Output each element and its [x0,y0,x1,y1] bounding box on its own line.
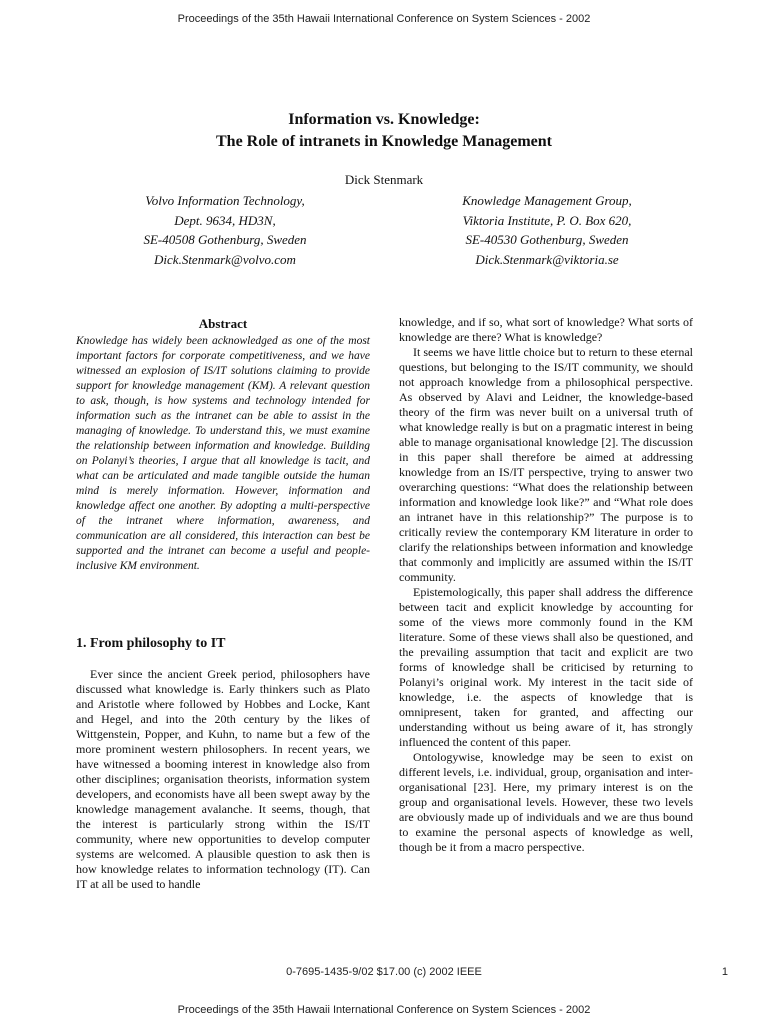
affiliation-left-email: Dick.Stenmark@volvo.com [154,251,296,267]
abstract-text: Knowledge has widely been acknowledged as one of the most important factors for corporate competitiveness, and we have witnessed an explosion of IS/IT solutions claiming to provide support for knowledge management (KM). A relevant question to ask, though, is how systems and technology intended for information such as the intranet can be able to assist in the managing of knowledge. To understand this, we must examine the relationship between information and knowledge. Building on Polanyi’s theories, I argue that all knowledge is tacit, and what can be articulated and made tangible outside the human mind is merely information. However, information and knowledge affect one another. By adopting a multi-perspective of the intranet where information, awareness, and communication are all considered, this interaction can best be supported and the intranet can become a useful and people-inclusive KM environment. [76,335,370,572]
copyright-footer: 0-7695-1435-9/02 $17.00 (c) 2002 IEEE [286,966,482,978]
paper-title-line-1: Information vs. Knowledge: [288,111,480,128]
affiliation-right-email: Dick.Stenmark@viktoria.se [475,251,619,267]
affiliation-left [120,191,330,269]
body-paragraph: Ontologywise, knowledge may be seen to exist on different levels, i.e. individual, group, organisation and inter-organisational [23]. Here, my primary interest is on the group and organisational levels. However, these two levels are obviously made up of individuals and we are thus bound to examine the personal aspects of knowledge as well, though be it from a macro perspective. [399,750,693,854]
left-column-body [76,667,370,892]
abstract-heading: Abstract [198,316,248,331]
affiliation-left-line: Dept. 9634, HD3N, [174,212,276,228]
running-footer: Proceedings of the 35th Hawaii International Conference on System Sciences - 2002 [177,1004,591,1016]
author-name: Dick Stenmark [344,172,424,187]
body-paragraph-continued: knowledge, and if so, what sort of knowledge? What sorts of knowledge are there? What is knowledge? [399,315,693,344]
running-header: Proceedings of the 35th Hawaii International Conference on System Sciences - 2002 [177,13,591,25]
body-paragraph: It seems we have little choice but to return to these eternal questions, but belonging to the IS/IT community, we should not approach knowledge from a philosophical perspective. As observed by Alavi and Leidner, the knowledge-based theory of the firm was never built on a universal truth of what knowledge really is but on a pragmatic interest in being able to manage organisational knowledge [2]. The discussion in this paper shall therefore be aimed at addressing knowledge from an IS/IT perspective, trying to answer two overarching questions: “What does the relationship between information and knowledge look like?” and “What role does an intranet have in this relationship?” The purpose is to critically review the contemporary KM literature in order to clarify the relationships between information and knowledge that commonly and implicitly are assumed within the IS/IT community. [399,345,693,584]
section-heading: 1. From philosophy to IT [76,636,226,651]
affiliation-right-line: Knowledge Management Group, [462,193,632,208]
body-paragraph: Epistemologically, this paper shall address the difference between tacit and explicit knowledge by accounting for some of the views more commonly found in the KM literature. Some of these views shall also be questioned, and the prevailing assumption that tacit and explicit are two forms of knowledge shall be criticised by returning to Polanyi’s original work. My interest in the tacit side of knowledge, i.e. the aspects of knowledge that is omnipresent, taken for granted, and affecting our understanding without us being aware of it, has strongly influenced the content of this paper. [399,585,693,749]
right-column-body [399,315,693,855]
affiliation-right-line: SE-40530 Gothenburg, Sweden [465,232,629,247]
affiliation-right-line: Viktoria Institute, P. O. Box 620, [462,212,632,228]
affiliation-left-line: SE-40508 Gothenburg, Sweden [143,232,307,247]
body-paragraph: Ever since the ancient Greek period, philosophers have discussed what knowledge is. Early thinkers such as Plato and Aristotle where followed by Hobbes and Locke, Kant and Hegel, and into the 20th century by the likes of Wittgenstein, Popper, and Kuhn, to name but a few of the more prominent western philosophers. In recent years, we have witnessed a booming interest in knowledge also from other disciplines; organisation theorists, information system developers, and economists have all been swept away by the knowledge management avalanche. It seems, though, that the interest is particularly strong within the IS/IT community, where new opportunities to develop computer systems are welcomed. A plausible question to ask then is how knowledge relates to information technology (IT). Can IT at all be used to handle [76,667,370,891]
affiliation-left-line: Volvo Information Technology, [145,193,305,208]
page-number: 1 [721,966,728,978]
paper-title-line-2: The Role of intranets in Knowledge Management [216,133,552,150]
affiliation-right [437,191,657,269]
